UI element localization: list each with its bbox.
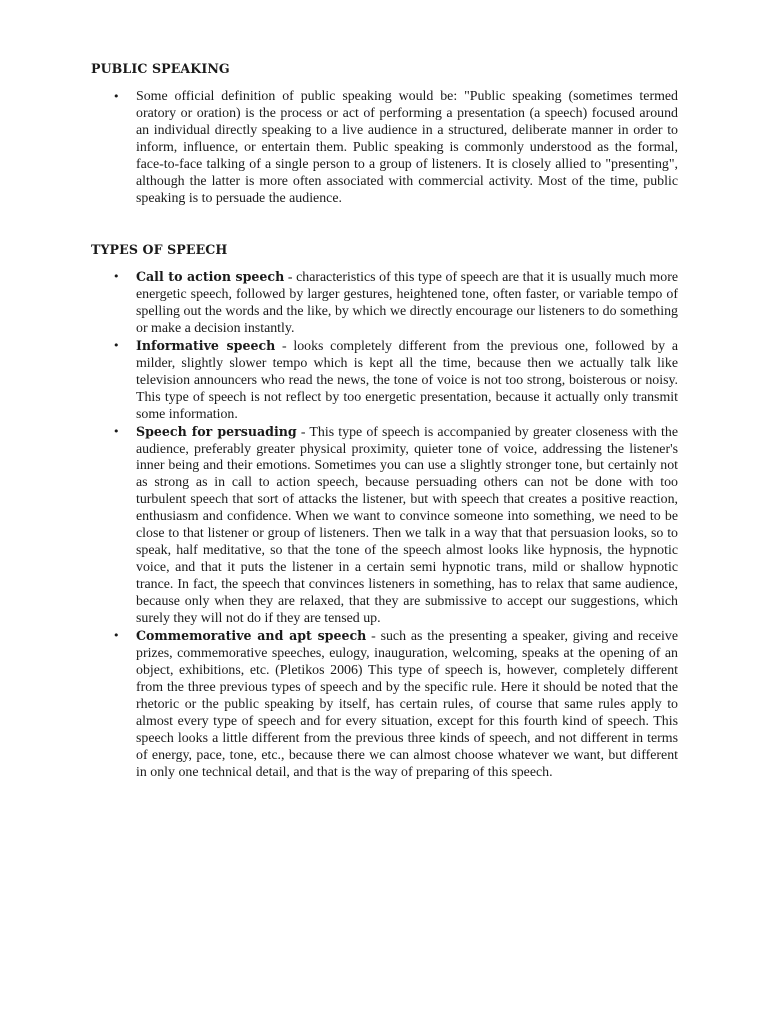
list-item <box>0 424 678 628</box>
types-of-speech-list <box>0 269 768 782</box>
public-speaking-list <box>0 89 768 208</box>
list-item <box>0 89 678 208</box>
item-text: - This type of speech is accompanied by greater closeness with the audience, preferably greater physical proximity, quieter tone of voice, addressing the listener's inner being and their emotions. Sometimes you can use a slightly stronger tone, but certainly not as strong as in call to action speech, because persuading others can not be done with too turbulent speech that sort of attacks the listener, but with speech that creates a positive reaction, enthusiasm and confidence. When we want to convince someone into something, we need to be close to that listener or group of listeners. Then we talk in a way that that persuasion looks, so to speak, half meditative, so that the tone of the speech almost looks like hypnosis, the hypnotic voice, and that it puts the listener in a certain semi hypnotic trans, mild or shallow hypnotic trance. In fact, the speech that convinces listeners in something, has to relax that same audience, because only when they are relaxed, that they are submissive to accept our suggestions, which surely they will not do if they are tensed up. <box>136 424 678 627</box>
item-term: Speech for persuading <box>136 423 297 439</box>
item-text: Some official definition of public speaking would be: "Public speaking (sometimes termed oratory or oration) is the process or act of performing a presentation (a speech) focused around an individual directly speaking to a live audience in a structured, deliberate manner in order to inform, influence, or entertain them. Public speaking is commonly understood as the formal, face-to-face talking of a single person to a group of listeners. It is closely allied to "presenting", although the latter is more often associated with commercial activity. Most of the time, public speaking is to persuade the audience. <box>136 89 678 206</box>
item-text: - characteristics of this type of speech are that it is usually much more energetic speech, followed by larger gestures, heightened tone, often faster, or variable tempo of spelling out the words and the like, by which we directly encourage our listeners to do something or make a decision instantly. <box>136 270 678 336</box>
item-text: - looks completely different from the previous one, followed by a milder, slightly slower tempo which is kept all the time, because then we actually talk like television announcers who read the news, the tone of voice is not too strong, boisterous or noisy. This type of speech is not reflect by too energetic presentation, because it actually only transmit some information. <box>136 338 678 422</box>
bullet-icon: • <box>113 424 120 438</box>
bullet-icon: • <box>113 338 120 352</box>
bullet-icon: • <box>113 270 120 283</box>
item-term: Informative speech <box>136 337 276 353</box>
bullet-icon: • <box>113 629 120 643</box>
section-heading-types-of-speech: TYPES OF SPEECH <box>91 242 228 257</box>
item-term: Commemorative and apt speech <box>136 628 367 644</box>
bullet-icon: • <box>113 90 120 103</box>
list-item <box>0 338 678 424</box>
item-term: Call to action speech <box>136 269 285 284</box>
item-text: - such as the presenting a speaker, giving and receive prizes, commemorative speeches, eulogy, inauguration, welcoming, speaks at the opening of an object, exhibitions, etc. (Pletikos 2006) This type of speech is, however, completely different from the three previous types of speech and by the specific rule. Here it should be noted that the rhetoric or the public speaking by itself, has certain rules, of course that same rules apply to almost every type of speech and for every situation, except for this fourth kind of speech. This speech looks a little different from the previous three kinds of speech, and not different in terms of energy, pace, tone, etc., because there we can almost choose whatever we want, but different in only one technical detail, and that is the way of preparing of this speech. <box>136 629 679 780</box>
list-item <box>0 269 678 338</box>
section-heading-public-speaking: PUBLIC SPEAKING <box>91 61 230 76</box>
list-item <box>0 628 678 782</box>
